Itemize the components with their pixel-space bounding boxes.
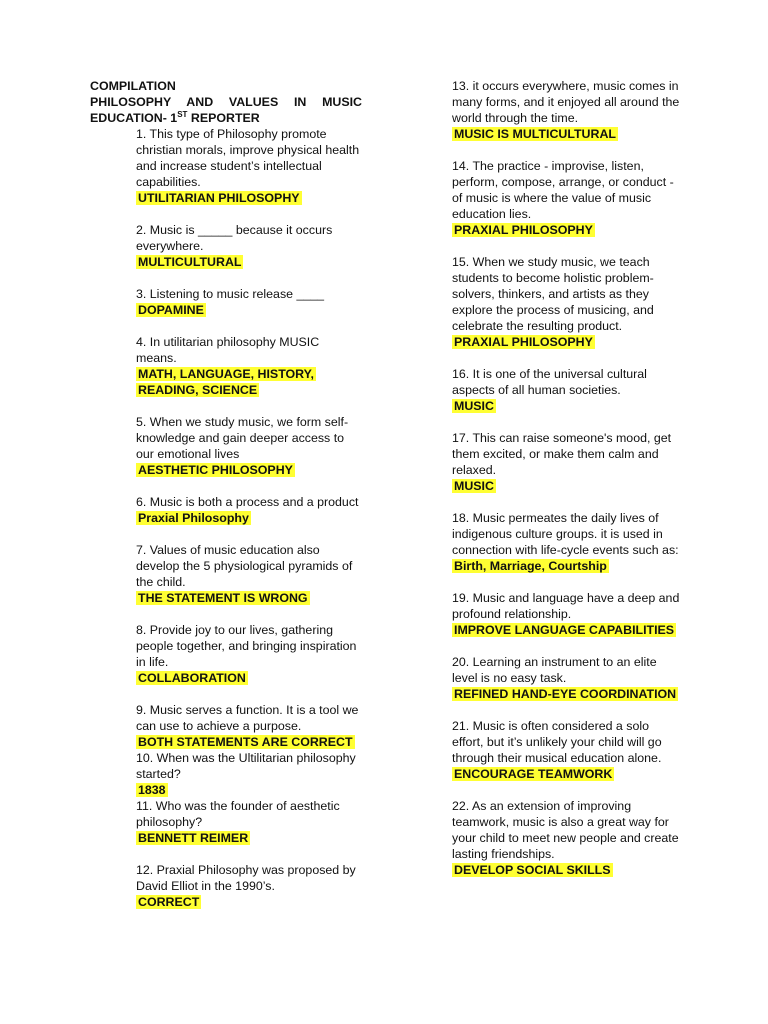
- question-item: [136, 798, 362, 846]
- header-title: COMPILATION: [90, 79, 176, 93]
- answer-highlight: MULTICULTURAL: [138, 255, 242, 269]
- header-subtitle: PHILOSOPHY AND VALUES IN MUSIC: [90, 95, 362, 109]
- question-text: 7. Values of music education also develop the 5 physiological pyramids of the child.: [136, 543, 353, 589]
- answer-text: [136, 254, 362, 270]
- document-header: [90, 78, 362, 126]
- answer-text: [136, 462, 362, 478]
- answer-highlight: BENNETT REIMER: [138, 831, 249, 845]
- answer-highlight: IMPROVE LANGUAGE CAPABILITIES: [454, 623, 675, 637]
- answer-highlight: PRAXIAL PHILOSOPHY: [454, 223, 593, 237]
- question-item: [136, 222, 362, 270]
- answer-highlight: MUSIC: [454, 479, 494, 493]
- question-item: [136, 494, 362, 526]
- answer-text: [452, 766, 680, 782]
- question-item: [136, 414, 362, 478]
- question-text: 20. Learning an instrument to an elite level is no easy task.: [452, 655, 657, 685]
- answer-text: [452, 398, 680, 414]
- question-item: [452, 654, 680, 702]
- answer-text: [136, 510, 362, 526]
- answer-highlight: THE STATEMENT IS WRONG: [138, 591, 308, 605]
- answer-highlight: REFINED HAND-EYE COORDINATION: [454, 687, 677, 701]
- answer-highlight: 1838: [138, 783, 166, 797]
- question-item: [452, 718, 680, 782]
- question-item: [136, 622, 362, 686]
- question-item: [136, 542, 362, 606]
- question-text: 14. The practice - improvise, listen, perform, compose, arrange, or conduct - of music is where the value of music education lies.: [452, 159, 674, 221]
- question-item: [452, 366, 680, 414]
- answer-text: [136, 894, 362, 910]
- question-item: [452, 254, 680, 350]
- left-question-list: [90, 126, 362, 910]
- answer-text: [452, 686, 680, 702]
- question-text: 4. In utilitarian philosophy MUSIC means.: [136, 335, 320, 365]
- answer-highlight: PRAXIAL PHILOSOPHY: [454, 335, 593, 349]
- question-text: 17. This can raise someone's mood, get them excited, or make them calm and relaxed.: [452, 431, 672, 477]
- answer-text: [452, 862, 680, 878]
- answer-text: [136, 590, 362, 606]
- answer-highlight: MUSIC IS MULTICULTURAL: [454, 127, 616, 141]
- question-text: 22. As an extension of improving teamwork, music is also a great way for your child to meet new people and create lasting friendships.: [452, 799, 679, 861]
- question-text: 19. Music and language have a deep and profound relationship.: [452, 591, 680, 621]
- question-item: [136, 862, 362, 910]
- question-text: 12. Praxial Philosophy was proposed by David Elliot in the 1990’s.: [136, 863, 356, 893]
- question-text: 18. Music permeates the daily lives of indigenous culture groups. it is used in connection with life-cycle events such as:: [452, 511, 679, 557]
- answer-text: [452, 622, 680, 638]
- answer-text: [452, 478, 680, 494]
- question-item: [452, 510, 680, 574]
- answer-highlight: AESTHETIC PHILOSOPHY: [138, 463, 293, 477]
- question-text: 8. Provide joy to our lives, gathering people together, and bringing inspiration in life.: [136, 623, 357, 669]
- answer-highlight: UTILITARIAN PHILOSOPHY: [138, 191, 300, 205]
- question-item: [136, 286, 362, 318]
- question-text: 10. When was the Ultilitarian philosophy started?: [136, 751, 356, 781]
- header-reporter: EDUCATION- 1ST REPORTER: [90, 109, 260, 125]
- question-text: 15. When we study music, we teach students to become holistic problem-solvers, thinkers, and artists as they explore the process of musicing, and celebrate the resulting product.: [452, 255, 654, 333]
- answer-text: [136, 734, 362, 750]
- answer-highlight: BOTH STATEMENTS ARE CORRECT: [138, 735, 353, 749]
- question-item: [452, 158, 680, 238]
- question-text: 21. Music is often considered a solo effort, but it’s unlikely your child will go through their musical education alone.: [452, 719, 662, 765]
- answer-text: [452, 126, 680, 142]
- answer-highlight: MUSIC: [454, 399, 494, 413]
- answer-highlight: MATH, LANGUAGE, HISTORY, READING, SCIENCE: [138, 367, 314, 397]
- question-item: [136, 750, 362, 798]
- question-text: 13. it occurs everywhere, music comes in many forms, and it enjoyed all around the world through the time.: [452, 79, 680, 125]
- question-item: [452, 798, 680, 878]
- question-item: [136, 702, 362, 750]
- answer-text: [136, 190, 362, 206]
- question-text: 2. Music is _____ because it occurs everywhere.: [136, 223, 333, 253]
- question-text: 11. Who was the founder of aesthetic philosophy?: [136, 799, 340, 829]
- answer-highlight: DOPAMINE: [138, 303, 204, 317]
- answer-text: [452, 222, 680, 238]
- question-text: 1. This type of Philosophy promote christian morals, improve physical health and increase student’s intellectual capabilities.: [136, 127, 360, 189]
- answer-text: [452, 334, 680, 350]
- question-item: [136, 334, 362, 398]
- question-item: [452, 78, 680, 142]
- answer-text: [136, 366, 362, 398]
- answer-highlight: Birth, Marriage, Courtship: [454, 559, 607, 573]
- question-text: 6. Music is both a process and a product: [136, 495, 359, 509]
- answer-text: [136, 670, 362, 686]
- question-text: 16. It is one of the universal cultural aspects of all human societies.: [452, 367, 647, 397]
- question-item: [452, 590, 680, 638]
- question-item: [136, 126, 362, 206]
- question-text: 5. When we study music, we form self-knowledge and gain deeper access to our emotional lives: [136, 415, 349, 461]
- answer-highlight: COLLABORATION: [138, 671, 246, 685]
- question-item: [452, 430, 680, 494]
- answer-text: [136, 782, 362, 798]
- answer-highlight: DEVELOP SOCIAL SKILLS: [454, 863, 611, 877]
- right-question-list: [452, 78, 680, 894]
- question-text: 3. Listening to music release ____: [136, 287, 325, 301]
- answer-highlight: ENCOURAGE TEAMWORK: [454, 767, 613, 781]
- answer-text: [452, 558, 680, 574]
- answer-text: [136, 302, 362, 318]
- answer-text: [136, 830, 362, 846]
- left-column: [90, 78, 362, 926]
- question-text: 9. Music serves a function. It is a tool we can use to achieve a purpose.: [136, 703, 359, 733]
- answer-highlight: Praxial Philosophy: [138, 511, 249, 525]
- answer-highlight: CORRECT: [138, 895, 200, 909]
